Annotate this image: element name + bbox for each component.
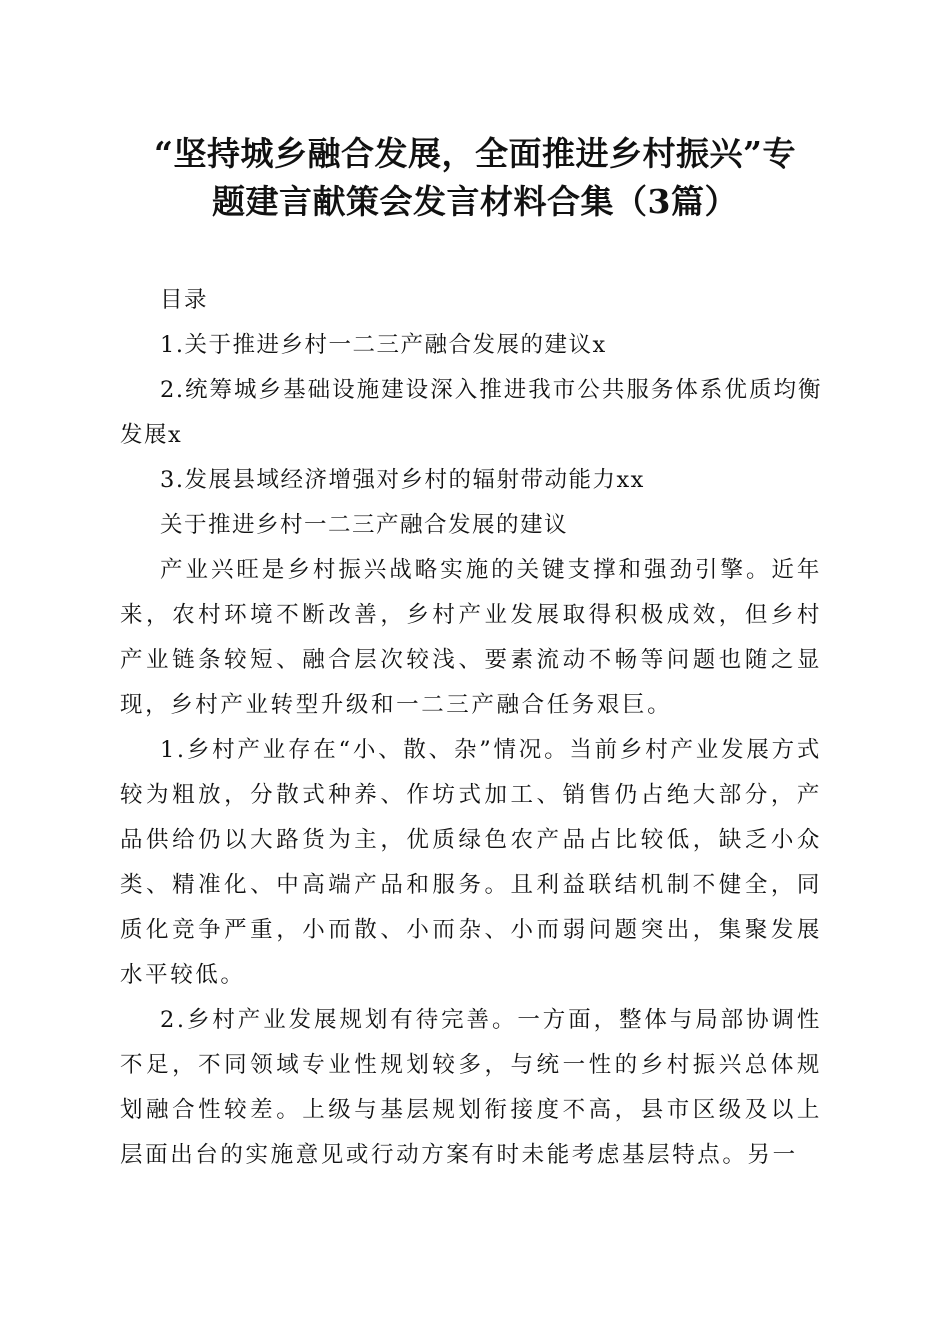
title-line-2: 题建言献策会发言材料合集（3篇） <box>212 182 738 221</box>
article-paragraph-1: 产业兴旺是乡村振兴战略实施的关键支撑和强劲引擎。近年来，农村环境不断改善，乡村产业发展取得积极成效，但乡村产业链条较短、融合层次较浅、要素流动不畅等问题也随之显现，乡村产业转型升级和一二三产融合任务艰巨。 <box>120 557 822 718</box>
article-paragraph-2: 1.乡村产业存在“小、散、杂”情况。当前乡村产业发展方式较为粗放，分散式种养、作坊式加工、销售仍占绝大部分，产品供给仍以大路货为主，优质绿色农产品占比较低，缺乏小众类、精准化、中高端产品和服务。且利益联结机制不健全，同质化竞争严重，小而散、小而杂、小而弱问题突出，集聚发展水平较低。 <box>120 737 822 988</box>
article-paragraph-3: 2.乡村产业发展规划有待完善。一方面，整体与局部协调性不足，不同领域专业性规划较多，与统一性的乡村振兴总体规划融合性较差。上级与基层规划衔接度不高，县市区级及以上层面出台的实施意见或行动方案有时未能考虑基层特点。另一 <box>120 1007 822 1168</box>
toc-item-2: 2.统筹城乡基础设施建设深入推进我市公共服务体系优质均衡发展x <box>120 377 822 448</box>
toc-item-3: 3.发展县域经济增强对乡村的辐射带动能力xx <box>160 467 645 493</box>
document-title <box>110 130 840 226</box>
title-line-1: “坚持城乡融合发展，全面推进乡村振兴”专 <box>154 134 796 173</box>
toc-item-1: 1.关于推进乡村一二三产融合发展的建议x <box>160 332 607 358</box>
document-body <box>120 278 822 1178</box>
toc-heading: 目录 <box>160 287 209 313</box>
article-heading: 关于推进乡村一二三产融合发展的建议 <box>160 512 569 538</box>
